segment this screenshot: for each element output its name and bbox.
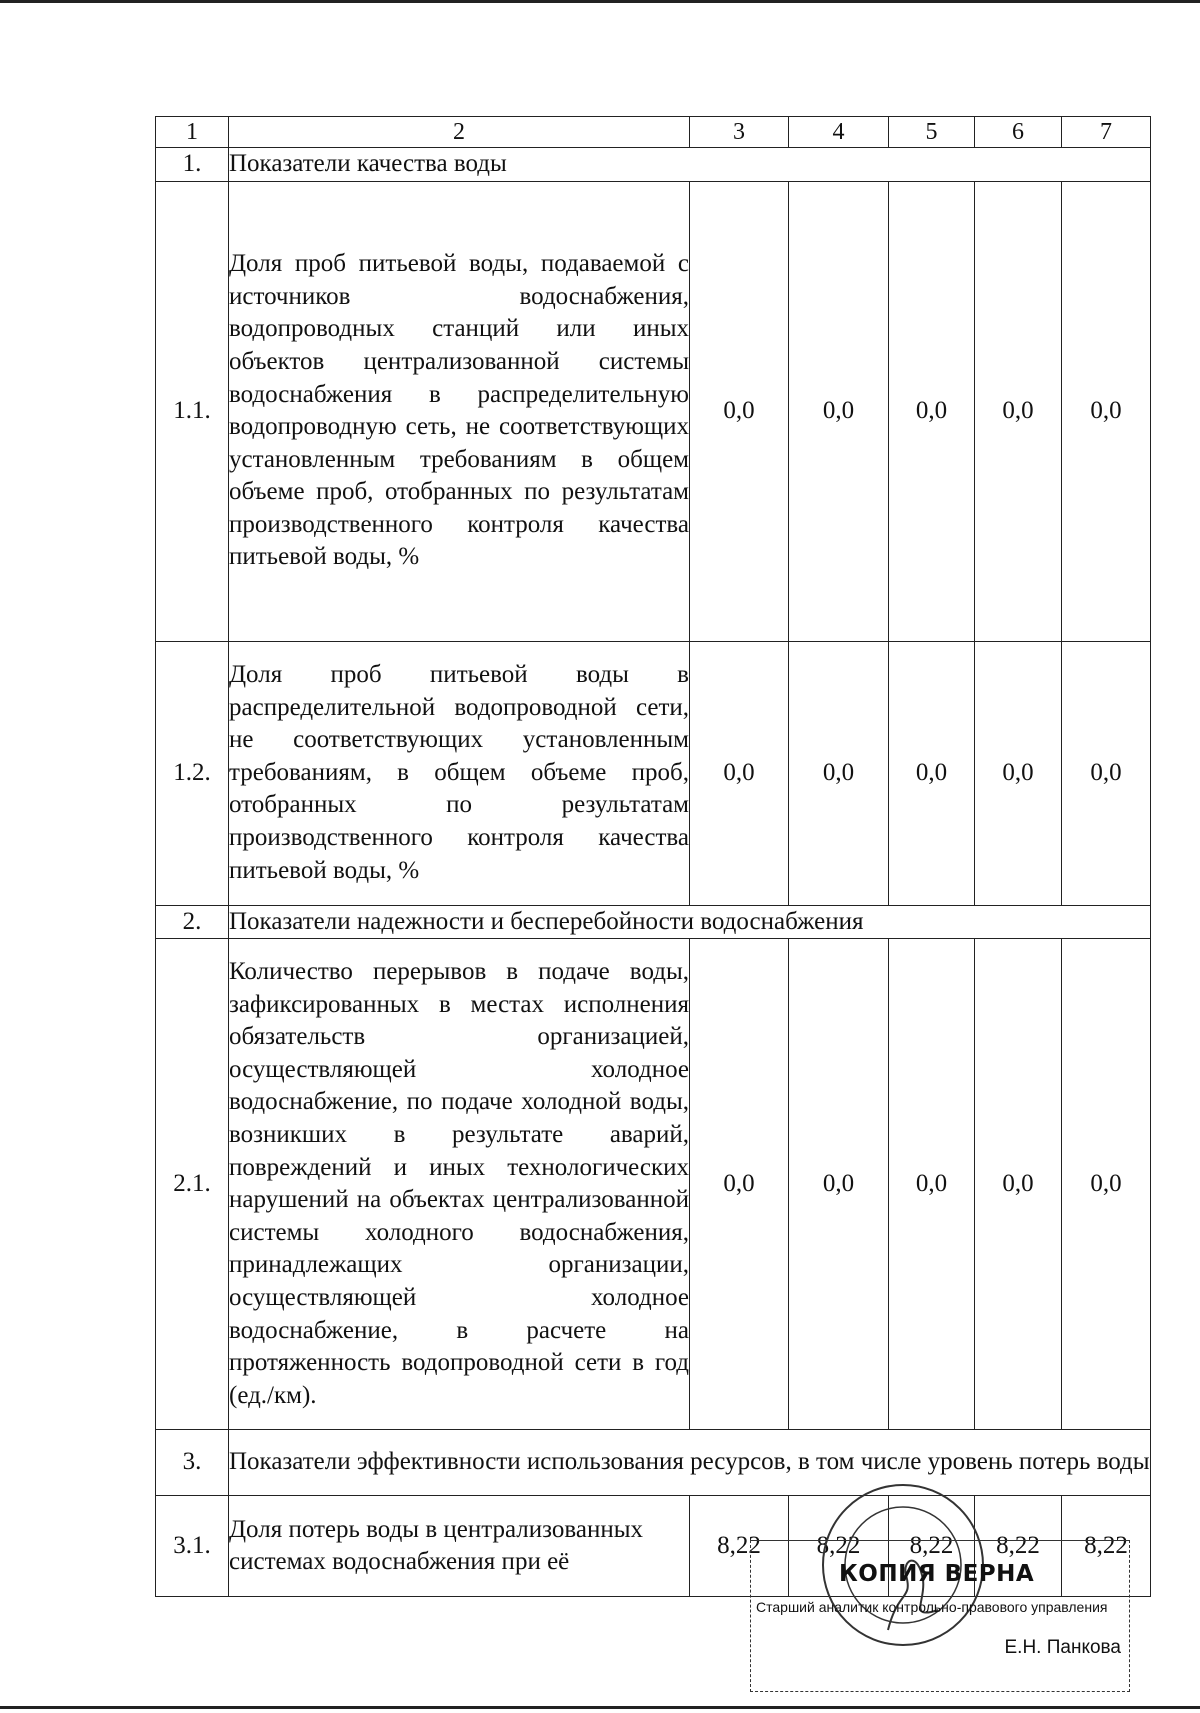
section-row <box>156 148 1151 182</box>
value-cell: 8,22 <box>690 1496 789 1597</box>
value-cell: 0,0 <box>975 181 1062 641</box>
row-number: 1.1. <box>156 181 229 641</box>
value-cell: 0,0 <box>889 641 975 905</box>
table-row <box>156 641 1151 905</box>
column-number: 5 <box>889 117 975 148</box>
scan-edge-bottom <box>0 1706 1200 1709</box>
stamp-position: Старший аналитик контрольно-правового управления <box>756 1599 1108 1615</box>
scan-edge-top <box>0 0 1200 3</box>
value-cell: 0,0 <box>690 939 789 1430</box>
section-row <box>156 905 1151 939</box>
column-numbers-row <box>156 117 1151 148</box>
value-cell: 0,0 <box>1062 181 1151 641</box>
value-cell: 0,0 <box>889 181 975 641</box>
indicators-table <box>155 116 1151 1597</box>
stamp-signer-name: Е.Н. Панкова <box>1004 1637 1121 1658</box>
certified-copy-stamp <box>750 1540 1130 1692</box>
value-cell: 0,0 <box>975 939 1062 1430</box>
table-row <box>156 939 1151 1430</box>
indicator-text: Доля проб питьевой воды в распределительной водопроводной сети, не соответствующих установленным требованиям, в общем объеме проб, отобранных по результатам производственного контроля качества питьевой воды, % <box>229 641 690 905</box>
row-number: 1.2. <box>156 641 229 905</box>
value-cell: 0,0 <box>789 641 889 905</box>
row-number: 2.1. <box>156 939 229 1430</box>
row-number: 3.1. <box>156 1496 229 1597</box>
section-title: Показатели эффективности использования ресурсов, в том числе уровень потерь воды <box>229 1430 1151 1496</box>
indicator-text: Доля проб питьевой воды, подаваемой с источников водоснабжения, водопроводных станций или иных объектов централизованной системы водоснабжения в распределительную водопроводную сеть, не соответствующих установленным требованиям в общем объеме проб, отобранных по результатам производственного контроля качества питьевой воды, % <box>229 181 690 641</box>
value-cell: 0,0 <box>1062 641 1151 905</box>
stamp-heading: КОПИЯ ВЕРНА <box>839 1561 1035 1587</box>
column-number: 2 <box>229 117 690 148</box>
row-number: 3. <box>156 1430 229 1496</box>
value-cell: 8,22 <box>1062 1496 1151 1597</box>
column-number: 7 <box>1062 117 1151 148</box>
value-cell: 0,0 <box>789 181 889 641</box>
value-cell: 8,22 <box>789 1496 889 1597</box>
row-number: 1. <box>156 148 229 182</box>
column-number: 4 <box>789 117 889 148</box>
section-row <box>156 1430 1151 1496</box>
section-title: Показатели надежности и бесперебойности водоснабжения <box>229 905 1151 939</box>
column-number: 6 <box>975 117 1062 148</box>
value-cell: 0,0 <box>690 181 789 641</box>
value-cell: 0,0 <box>975 641 1062 905</box>
row-number: 2. <box>156 905 229 939</box>
indicator-text: Количество перерывов в подаче воды, зафиксированных в местах исполнения обязательств организацией, осуществляющей холодное водоснабжение, по подаче холодной воды, возникших в результате аварий, повреждений и иных технологических нарушений на объектах централизованной системы холодного водоснабжения, принадлежащих организации, осуществляющей холодное водоснабжение, в расчете на протяженность водопроводной сети в год (ед./км). <box>229 939 690 1430</box>
value-cell: 0,0 <box>1062 939 1151 1430</box>
value-cell: 0,0 <box>889 939 975 1430</box>
column-number: 1 <box>156 117 229 148</box>
value-cell: 0,0 <box>789 939 889 1430</box>
table-row <box>156 181 1151 641</box>
value-cell: 8,22 <box>889 1496 975 1597</box>
value-cell: 8,22 <box>975 1496 1062 1597</box>
column-number: 3 <box>690 117 789 148</box>
section-title: Показатели качества воды <box>229 148 1151 182</box>
indicator-text: Доля потерь воды в централизованных системах водоснабжения при её <box>229 1496 690 1597</box>
value-cell: 0,0 <box>690 641 789 905</box>
